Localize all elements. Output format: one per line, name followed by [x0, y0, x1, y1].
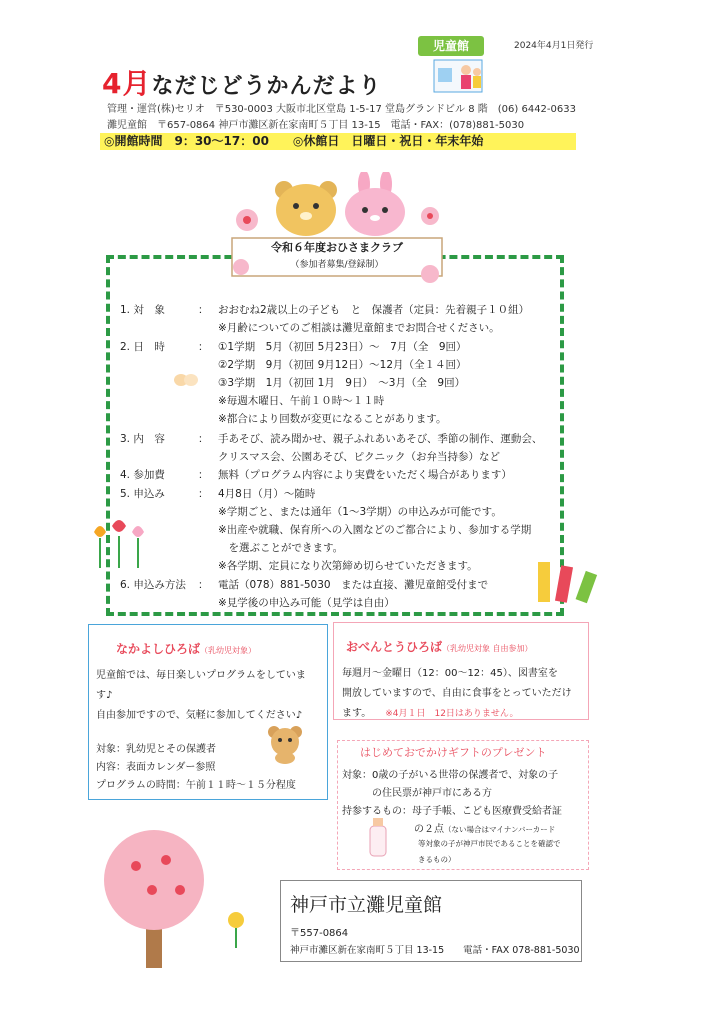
nakayoshi-body2: す♪ — [96, 690, 113, 701]
club-subtitle: （参加者募集/登録制） — [290, 260, 384, 270]
newsletter-title — [102, 62, 382, 102]
footer-hall-name: 神戸市立灘児童館 — [290, 894, 443, 916]
apply-line2: ※学期ごと、または通年（1～3学期）の申込みが可能です。 — [218, 506, 502, 518]
opening-hours-bar: ◎開館時間 9：30～17：00 ◎休館日 日曜日・祝日・年末年始 — [100, 133, 576, 150]
gift-line2: の住民票が神戸市にある方 — [342, 788, 492, 799]
item-target-label: 1. 対 象 ： — [120, 304, 209, 316]
apply-line4: を選ぶことができます。 — [218, 542, 344, 554]
club-title: 令和６年度おひさまクラブ — [271, 241, 403, 254]
gift-item2: の２点（ない場合はマイナンバーカード — [414, 824, 556, 835]
sakura-icon — [232, 205, 262, 235]
teddy-bear-icon — [264, 722, 306, 764]
content-line1: 手あそび、読み聞かせ、親子ふれあいあそび、季節の制作、運動会、 — [218, 433, 543, 445]
fee-line: 無料（プログラム内容により実費をいただく場合があります） — [218, 469, 512, 481]
obento-body3: ます。 ※4月１日 12日はありません。 — [342, 708, 519, 719]
cherry-tree-illustration — [96, 820, 212, 970]
obento-body1: 毎週月～金曜日（12：00～12：45）、図書室を — [342, 668, 558, 679]
apply-line3: ※出産や就職、保育所への入園などのご都合により、参加する学期 — [218, 524, 532, 536]
schedule-term3: ③3学期 1月（初回 1月 9日） ～3月（全 9回） — [218, 377, 466, 389]
childrens-hall-badge: 児童館 — [418, 36, 484, 56]
schedule-term2: ②2学期 9月（初回 9月12日）～12月（全１４回） — [218, 359, 467, 371]
item-schedule-label: 2. 日 時 ： — [120, 341, 209, 353]
title-text: なだじどうかんだより — [151, 74, 382, 99]
schedule-term1: ①1学期 5月（初回 5月23日）～ 7月（全 9回） — [218, 341, 467, 353]
nakayoshi-body3: 自由参加ですので、気軽に参加してください♪ — [96, 710, 303, 721]
nakayoshi-target: 対象：乳幼児とその保護者 — [96, 744, 216, 755]
bear-rabbit-illustration — [270, 172, 420, 238]
obento-body2: 開放していますので、自由に食事をとっていただけ — [342, 688, 572, 699]
gift-line1: 対象：0歳の子がいる世帯の保護者で、対象の子 — [342, 770, 559, 781]
hall-address: 灘児童館 〒657-0864 神戸市灘区新在家南町５丁目 13-15 電話・FAX：(078)881-5030 — [107, 120, 525, 131]
item-fee-label: 4. 参加費 ： — [120, 469, 209, 481]
butterfly-icon — [172, 368, 200, 396]
item-target-line: おおむね2歳以上の子ども と 保護者（定員：先着親子１０組） — [218, 304, 530, 316]
sakura-icon — [230, 256, 252, 278]
content-line2: クリスマス会、公園あそび、ピクニック（お弁当持参）など — [218, 451, 501, 463]
schedule-note2: ※都合により回数が変更になることがあります。 — [218, 413, 447, 425]
item-method-label: 6. 申込み方法 ： — [120, 579, 209, 591]
item-apply-label: 5. 申込み ： — [120, 488, 209, 500]
title-month: 4月 — [102, 67, 152, 100]
flower-icon — [220, 906, 260, 950]
method-line2: ※見学後の申込み可能（見学は自由） — [218, 597, 395, 609]
crayon-illustration — [532, 552, 604, 608]
gift-small3: きるもの） — [418, 855, 456, 864]
apply-line5: ※各学期、定員になり次第締め切らせていただきます。 — [218, 560, 478, 572]
apply-line1: 4月8日（月）～随時 — [218, 488, 316, 500]
tulip-illustration — [88, 518, 152, 570]
item-content-label: 3. 内 容 ： — [120, 433, 209, 445]
method-line1: 電話（078）881-5030 または直接、灘児童館受付まで — [218, 579, 489, 591]
issue-date: 2024年4月1日発行 — [514, 41, 594, 51]
gift-heading: はじめておでかけギフトのプレゼント — [360, 746, 547, 759]
gift-small2: 等対象の子が神戸市民であることを確認で — [418, 839, 561, 848]
operator-address: 管理・運営(株)セリオ 〒530-0003 大阪市北区堂島 1-5-17 堂島グランドビル 8 階 (06) 6442-0633 — [107, 104, 576, 115]
footer-postal: 〒557-0864 — [290, 928, 349, 939]
sakura-icon — [418, 262, 442, 286]
house-illustration — [430, 56, 490, 94]
nakayoshi-body1: 児童館では、毎日楽しいプログラムをしていま — [96, 670, 306, 681]
nakayoshi-heading: なかよしひろば（乳幼児対象） — [116, 642, 257, 656]
nakayoshi-content: 内容：表面カレンダー参照 — [96, 762, 216, 773]
gift-line3: 持参するもの：母子手帳、こども医療費受給者証 — [342, 806, 562, 817]
footer-address: 神戸市灘区新在家南町５丁目 13-15 電話・FAX 078-881-5030 — [290, 945, 580, 956]
schedule-note1: ※毎週木曜日、午前１０時～１１時 — [218, 395, 385, 407]
baby-bottle-icon — [356, 812, 406, 862]
nakayoshi-time: プログラムの時間：午前１１時～１５分程度 — [96, 780, 296, 791]
sakura-icon — [418, 204, 442, 228]
item-target-note: ※月齢についてのご相談は灘児童館までお問合せください。 — [218, 322, 500, 334]
obento-heading: おべんとうひろば（乳幼児対象 自由参加） — [346, 640, 533, 654]
